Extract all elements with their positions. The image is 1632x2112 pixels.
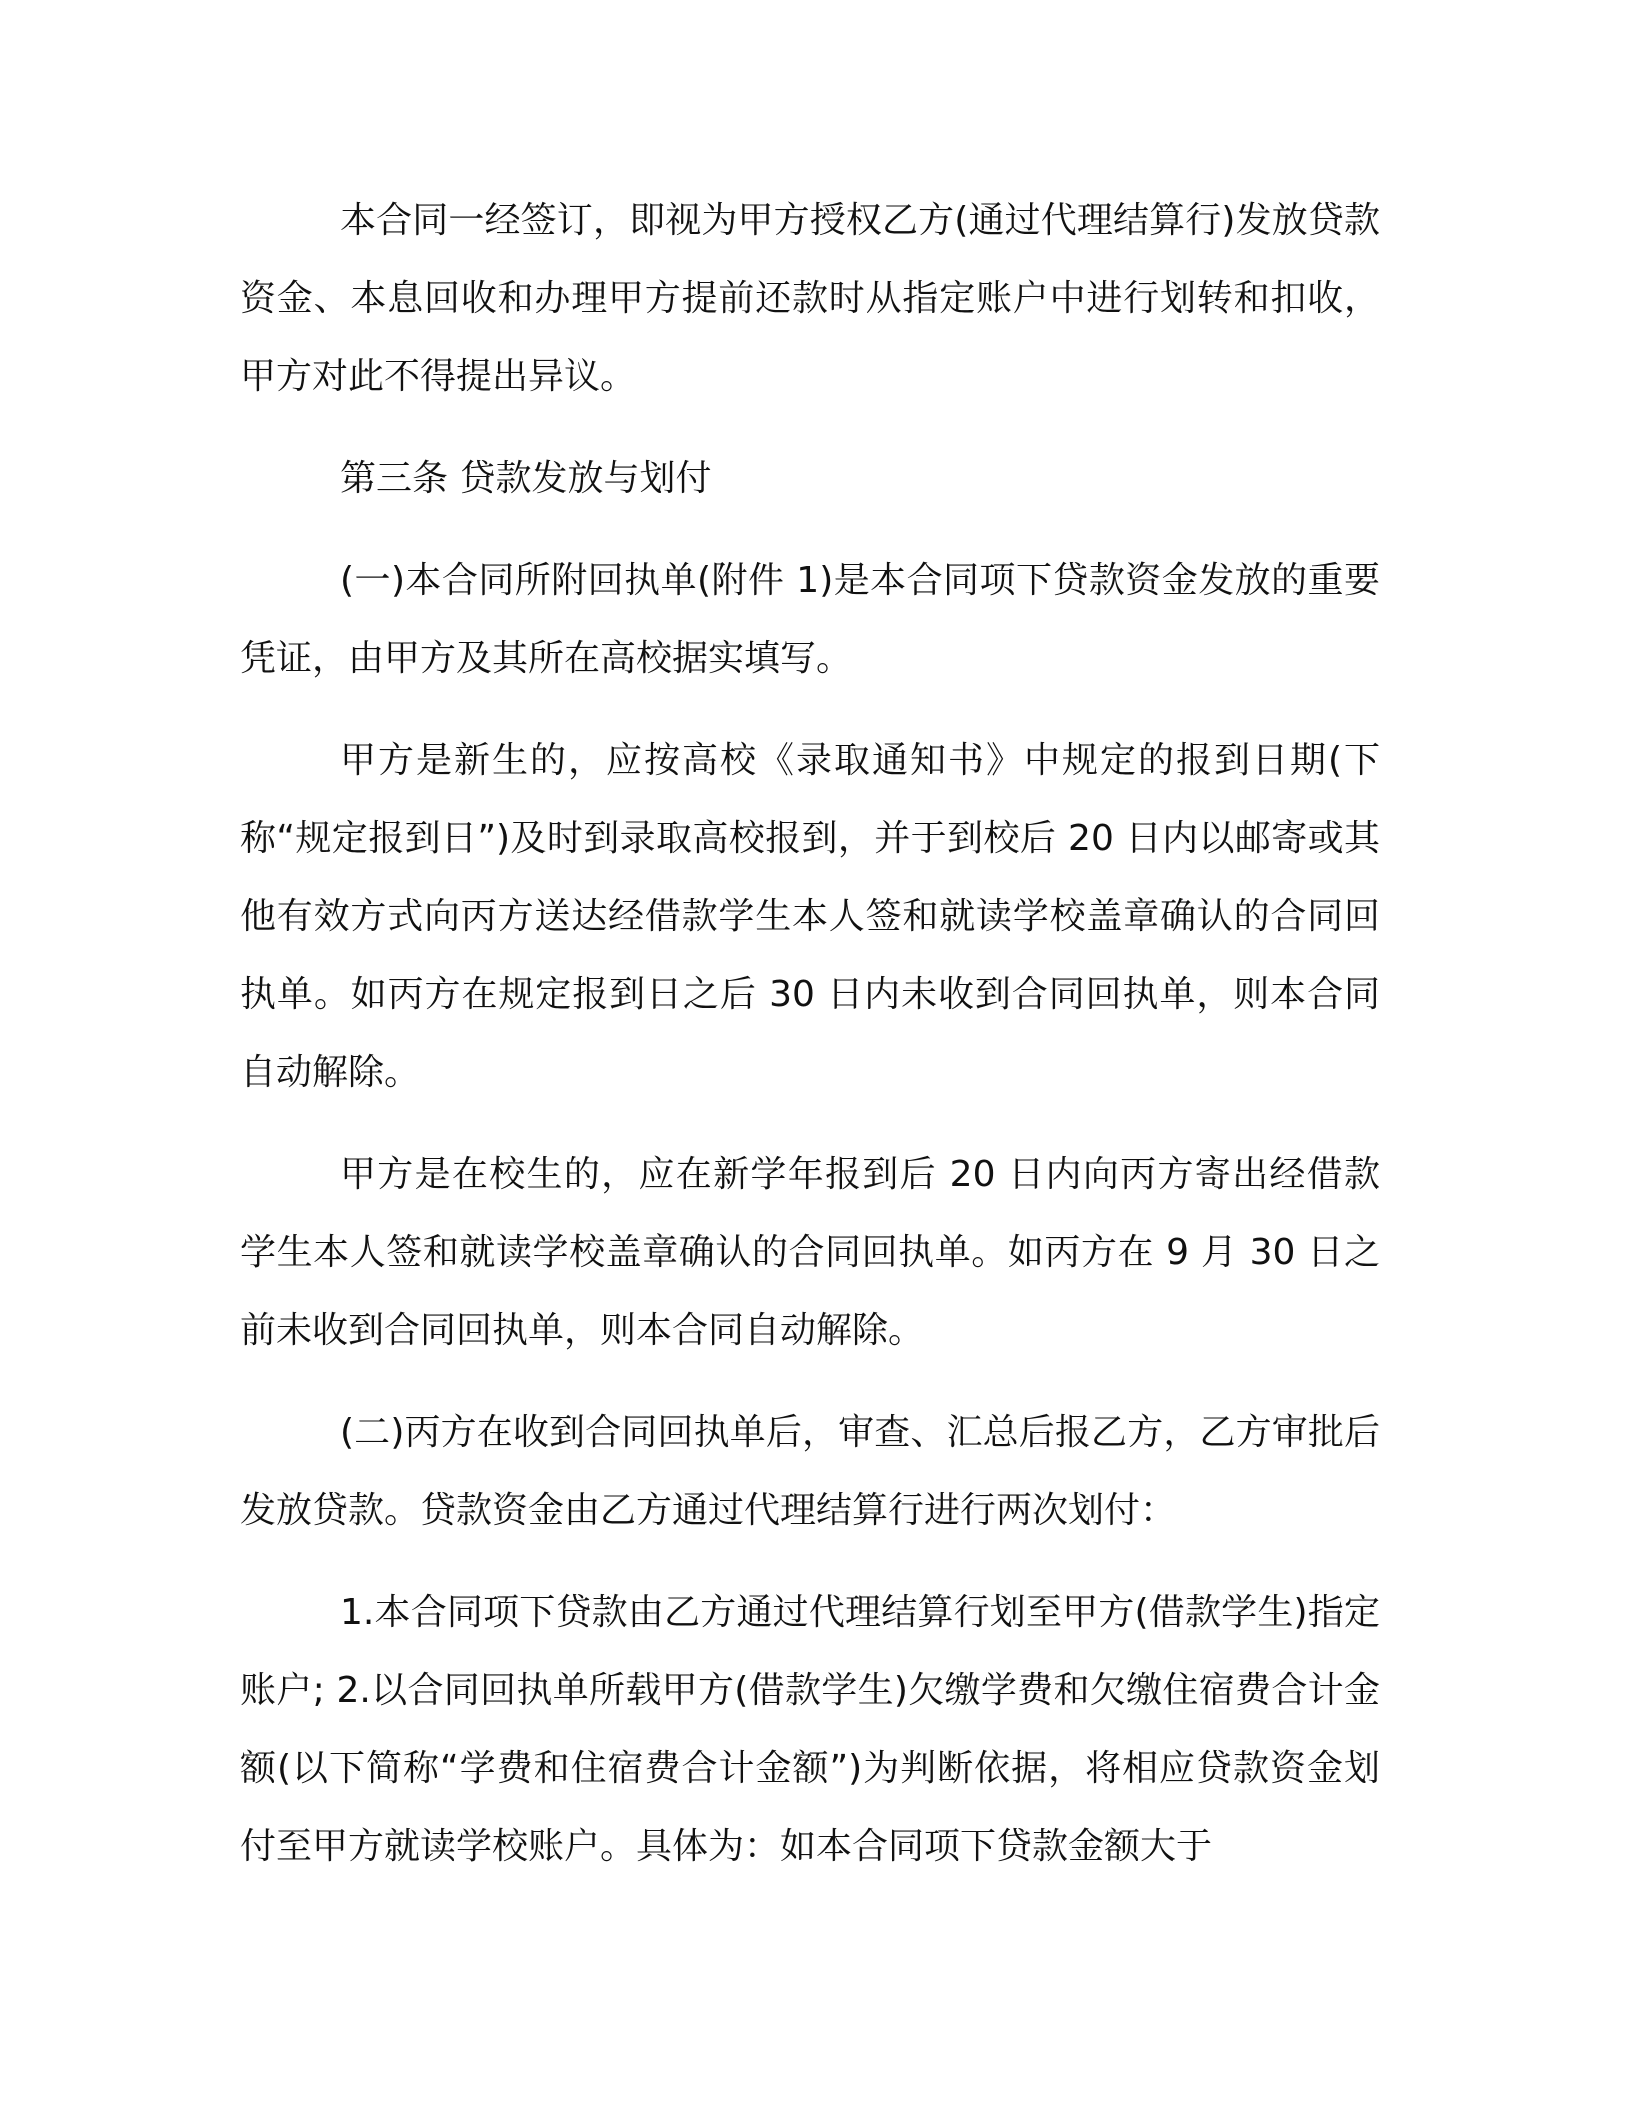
paragraph-transfer-details: 1.本合同项下贷款由乙方通过代理结算行划至甲方(借款学生)指定账户; 2.以合同回执单所载甲方(借款学生)欠缴学费和欠缴住宿费合计金额(以下简称“学费和住宿费合计金额”)为判断依据，将相应贷款资金划付至甲方就读学校账户。具体为：如本合同项下贷款金额大于	[240, 1592, 1380, 1867]
paragraph-new-student: 甲方是新生的，应按高校《录取通知书》中规定的报到日期(下称“规定报到日”)及时到录取高校报到，并于到校后 20 日内以邮寄或其他有效方式向丙方送达经借款学生本人签和就读学校盖章确认的合同回执单。如丙方在规定报到日之后 30 日内未收到合同回执单，则本合同自动解除。	[240, 740, 1380, 1093]
article-three-heading: 第三条 贷款发放与划付	[340, 458, 712, 499]
paragraph-loan-disbursement: (二)丙方在收到合同回执单后，审查、汇总后报乙方，乙方审批后发放贷款。贷款资金由乙方通过代理结算行进行两次划付：	[240, 1412, 1380, 1531]
paragraph-authorization: 本合同一经签订，即视为甲方授权乙方(通过代理结算行)发放贷款资金、本息回收和办理甲方提前还款时从指定账户中进行划转和扣收，甲方对此不得提出异议。	[240, 200, 1380, 397]
document-body	[240, 182, 1380, 1910]
paragraph-receipt-voucher: (一)本合同所附回执单(附件 1)是本合同项下贷款资金发放的重要凭证，由甲方及其所在高校据实填写。	[240, 560, 1380, 679]
paragraph-current-student: 甲方是在校生的，应在新学年报到后 20 日内向丙方寄出经借款学生本人签和就读学校盖章确认的合同回执单。如丙方在 9 月 30 日之前未收到合同回执单，则本合同自动解除。	[240, 1154, 1380, 1351]
